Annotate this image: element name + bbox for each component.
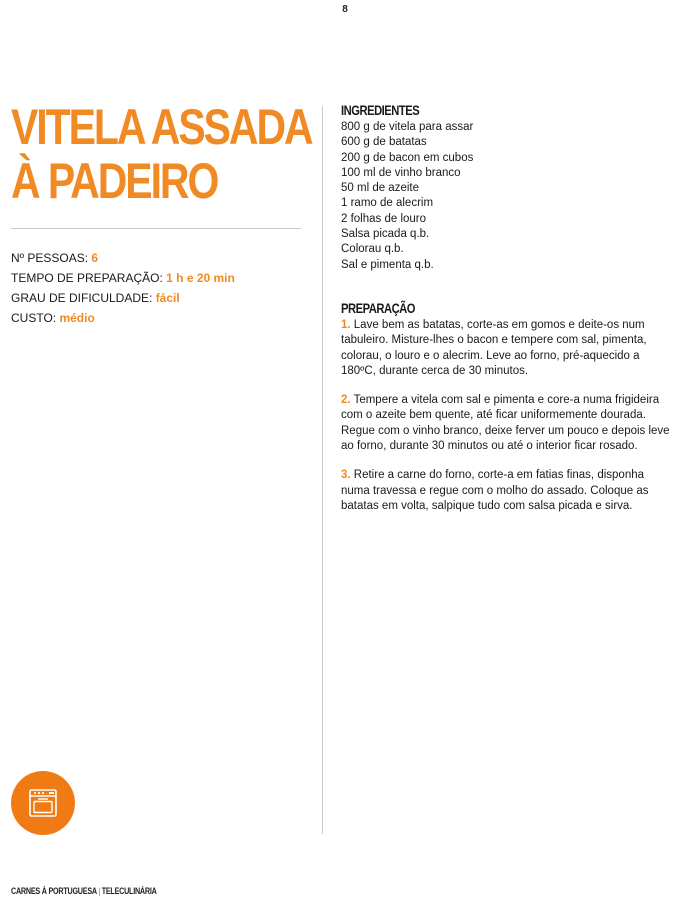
page-number: 8 xyxy=(342,4,348,15)
ingredient-item: 1 ramo de alecrim xyxy=(341,197,434,210)
meta-value: 6 xyxy=(91,251,99,265)
title-divider xyxy=(11,228,301,229)
step-number: 3. xyxy=(341,469,351,482)
footer xyxy=(11,886,157,896)
ingredient-item: 50 ml de azeite xyxy=(341,182,419,195)
meta-cost xyxy=(11,308,235,328)
meta-label: TEMPO DE PREPARAÇÃO: xyxy=(11,271,167,285)
ingredient-item: 800 g de vitela para assar xyxy=(341,121,474,133)
ingredients-section xyxy=(341,102,671,273)
footer-publisher: TELECULINÁRIA xyxy=(101,886,157,896)
ingredient-item: Salsa picada q.b. xyxy=(341,228,430,241)
recipe-title xyxy=(11,99,312,209)
meta-label: GRAU DE DIFICULDADE: xyxy=(11,291,156,305)
oven-badge xyxy=(11,771,75,835)
step-number: 1. xyxy=(341,319,351,331)
step-text: Tempere a vitela com sal e pimenta e core-a numa frigideira com o azeite bem quente, até ficar uniformemente dourada. Regue com o vinho branco, deixe ferver um pouco e depois leve ao forno, durante 30 minutos ou até o interior ficar rosado. xyxy=(341,394,670,453)
step-text: Retire a carne do forno, corte-a em fatias finas, disponha numa travessa e regue com o molho do assado. Coloque as batatas em volta, salpique tudo com salsa picada e sirva. xyxy=(341,469,649,512)
recipe-title-line-2: À PADEIRO xyxy=(11,153,218,209)
footer-separator: | xyxy=(98,886,101,896)
meta-value: fácil xyxy=(155,291,180,305)
ingredient-item: 600 g de batatas xyxy=(341,136,427,149)
preparation-section xyxy=(341,300,675,528)
oven-icon xyxy=(28,788,58,818)
step-number: 2. xyxy=(341,394,351,407)
ingredient-item: 200 g de bacon em cubos xyxy=(341,151,474,164)
column-divider xyxy=(322,106,323,834)
meta-label: Nº PESSOAS: xyxy=(11,251,92,265)
preparation-step xyxy=(341,318,675,379)
meta-value: 1 h e 20 min xyxy=(166,271,235,285)
ingredients-list xyxy=(341,120,671,273)
meta-prep-time xyxy=(11,268,235,288)
ingredient-item: 100 ml de vinho branco xyxy=(341,166,461,179)
meta-label: CUSTO: xyxy=(11,311,60,325)
preparation-step xyxy=(341,393,675,454)
recipe-title-line-1: VITELA ASSADA xyxy=(11,99,312,155)
ingredient-item: Colorau q.b. xyxy=(341,243,404,256)
ingredient-item: Sal e pimenta q.b. xyxy=(341,258,434,271)
ingredient-item: 2 folhas de louro xyxy=(341,212,427,225)
ingredients-heading: INGREDIENTES xyxy=(341,102,420,118)
preparation-heading: PREPARAÇÃO xyxy=(341,300,416,316)
meta-difficulty xyxy=(11,288,235,308)
step-text: Lave bem as batatas, corte-as em gomos e deite-os num tabuleiro. Misture-lhes o bacon e tempere com sal, pimenta, colorau, o louro e o alecrim. Leve ao forno, pré-aquecido a 180ºC, durante cerca de 30 minutos. xyxy=(341,319,647,377)
meta-servings xyxy=(11,248,235,268)
recipe-meta xyxy=(11,248,235,328)
preparation-step xyxy=(341,468,675,514)
meta-value: médio xyxy=(59,311,95,325)
footer-book-title: CARNES À PORTUGUESA xyxy=(11,886,97,896)
